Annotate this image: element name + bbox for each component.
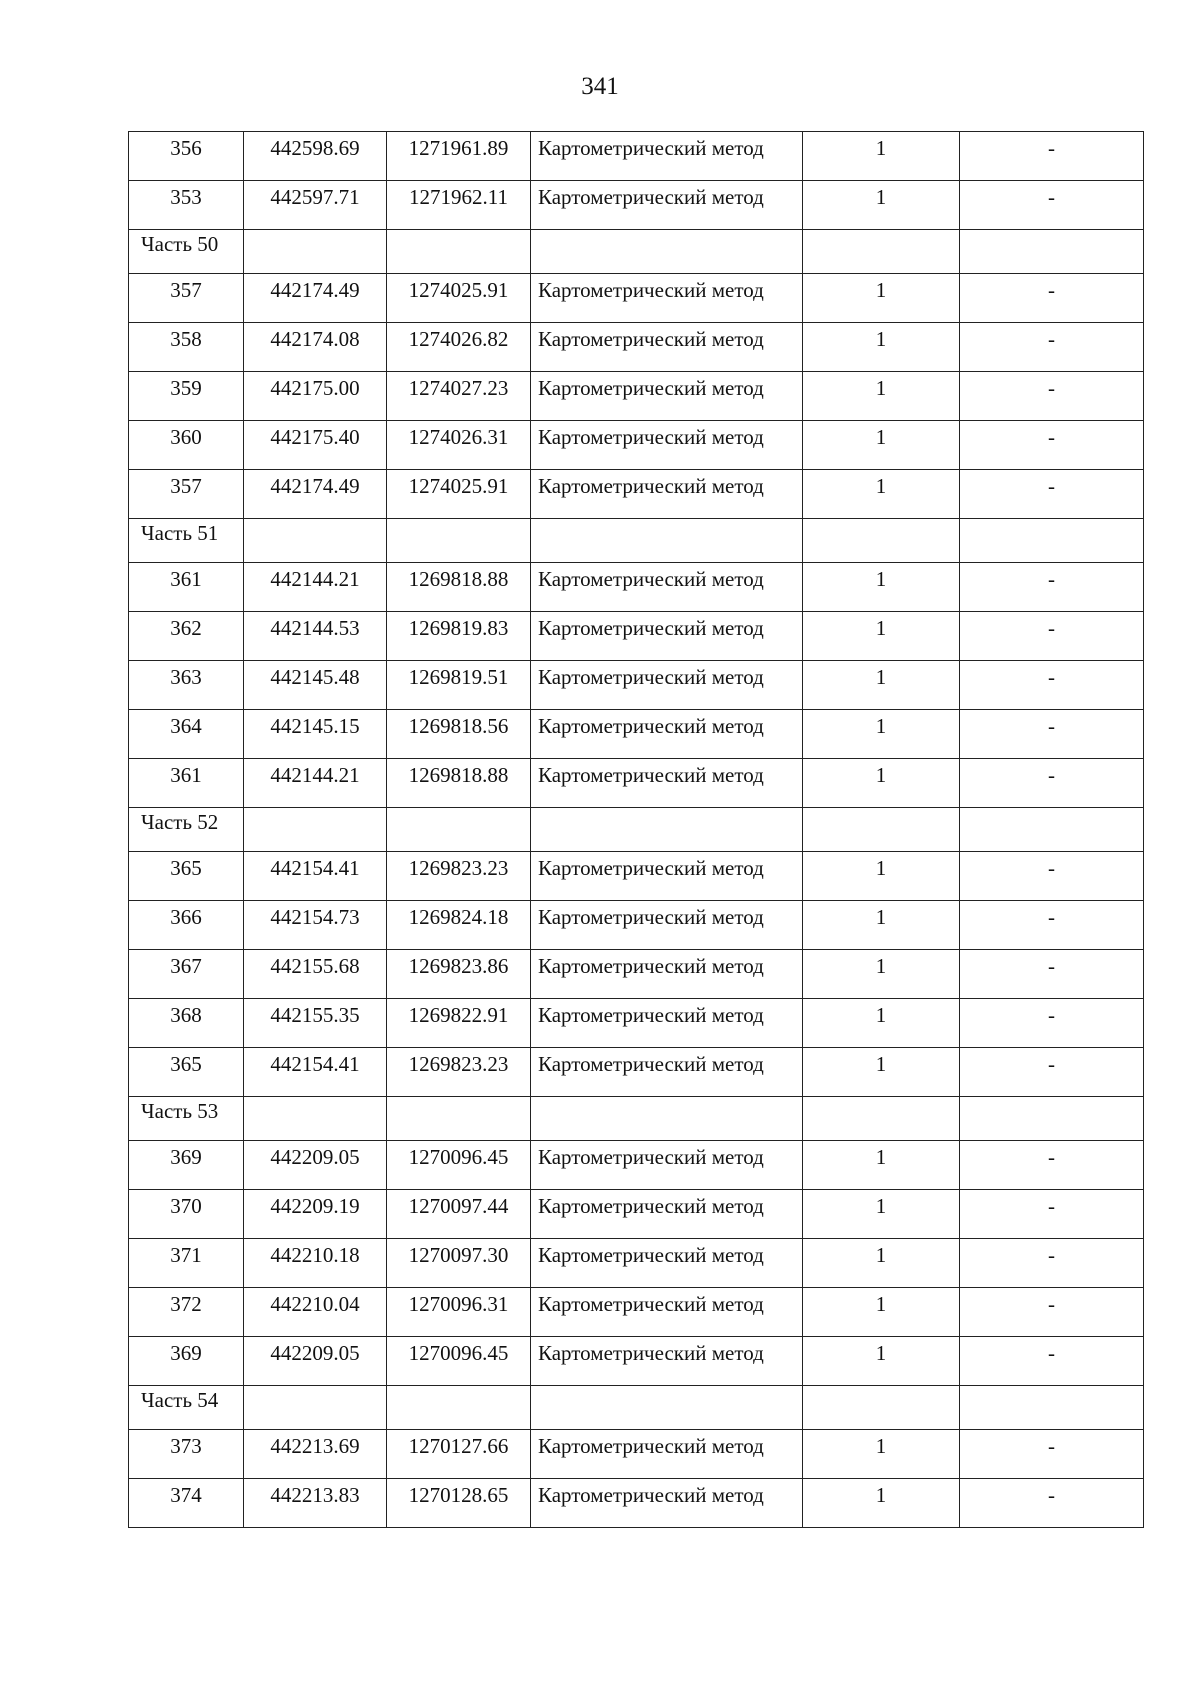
y-coordinate-cell: 1270097.44 [387, 1190, 531, 1239]
table-row [129, 1479, 1144, 1528]
part-label: Часть 54 [129, 1386, 244, 1430]
empty-cell [960, 808, 1144, 852]
x-coordinate-cell: 442210.04 [244, 1288, 387, 1337]
part-header-row [129, 808, 1144, 852]
point-number-cell: 366 [129, 901, 244, 950]
part-header-row [129, 230, 1144, 274]
empty-cell [387, 1386, 531, 1430]
point-number-cell: 373 [129, 1430, 244, 1479]
point-number-cell: 372 [129, 1288, 244, 1337]
method-cell: Картометрический метод [531, 1288, 803, 1337]
point-number-cell: 360 [129, 421, 244, 470]
x-coordinate-cell: 442213.69 [244, 1430, 387, 1479]
point-number-cell: 356 [129, 132, 244, 181]
note-cell: - [960, 323, 1144, 372]
method-cell: Картометрический метод [531, 323, 803, 372]
empty-cell [244, 519, 387, 563]
accuracy-cell: 1 [803, 661, 960, 710]
y-coordinate-cell: 1271961.89 [387, 132, 531, 181]
point-number-cell: 358 [129, 323, 244, 372]
table-row [129, 710, 1144, 759]
point-number-cell: 369 [129, 1337, 244, 1386]
y-coordinate-cell: 1274025.91 [387, 274, 531, 323]
empty-cell [244, 1386, 387, 1430]
note-cell: - [960, 1430, 1144, 1479]
method-cell: Картометрический метод [531, 1239, 803, 1288]
method-cell: Картометрический метод [531, 1430, 803, 1479]
method-cell: Картометрический метод [531, 661, 803, 710]
table-row [129, 759, 1144, 808]
accuracy-cell: 1 [803, 132, 960, 181]
table-row [129, 323, 1144, 372]
x-coordinate-cell: 442145.15 [244, 710, 387, 759]
table-row [129, 132, 1144, 181]
coordinates-table-body [129, 132, 1144, 1528]
accuracy-cell: 1 [803, 323, 960, 372]
note-cell: - [960, 1141, 1144, 1190]
point-number-cell: 364 [129, 710, 244, 759]
table-row [129, 1141, 1144, 1190]
empty-cell [803, 230, 960, 274]
table-row [129, 612, 1144, 661]
empty-cell [244, 230, 387, 274]
x-coordinate-cell: 442598.69 [244, 132, 387, 181]
point-number-cell: 370 [129, 1190, 244, 1239]
note-cell: - [960, 421, 1144, 470]
x-coordinate-cell: 442597.71 [244, 181, 387, 230]
y-coordinate-cell: 1269818.88 [387, 759, 531, 808]
table-row [129, 1288, 1144, 1337]
point-number-cell: 371 [129, 1239, 244, 1288]
empty-cell [960, 230, 1144, 274]
empty-cell [531, 1386, 803, 1430]
point-number-cell: 359 [129, 372, 244, 421]
note-cell: - [960, 470, 1144, 519]
x-coordinate-cell: 442213.83 [244, 1479, 387, 1528]
note-cell: - [960, 950, 1144, 999]
empty-cell [960, 1097, 1144, 1141]
table-row [129, 852, 1144, 901]
y-coordinate-cell: 1274026.31 [387, 421, 531, 470]
coordinates-table [128, 131, 1144, 1528]
empty-cell [803, 808, 960, 852]
method-cell: Картометрический метод [531, 999, 803, 1048]
accuracy-cell: 1 [803, 901, 960, 950]
page-number: 341 [581, 73, 619, 100]
x-coordinate-cell: 442154.41 [244, 1048, 387, 1097]
table-row [129, 563, 1144, 612]
method-cell: Картометрический метод [531, 1479, 803, 1528]
y-coordinate-cell: 1274027.23 [387, 372, 531, 421]
y-coordinate-cell: 1270128.65 [387, 1479, 531, 1528]
accuracy-cell: 1 [803, 1190, 960, 1239]
y-coordinate-cell: 1269823.86 [387, 950, 531, 999]
accuracy-cell: 1 [803, 1239, 960, 1288]
note-cell: - [960, 132, 1144, 181]
table-row [129, 999, 1144, 1048]
x-coordinate-cell: 442209.05 [244, 1337, 387, 1386]
point-number-cell: 361 [129, 563, 244, 612]
table-row [129, 901, 1144, 950]
method-cell: Картометрический метод [531, 852, 803, 901]
empty-cell [960, 1386, 1144, 1430]
note-cell: - [960, 1288, 1144, 1337]
method-cell: Картометрический метод [531, 612, 803, 661]
empty-cell [531, 808, 803, 852]
part-header-row [129, 1097, 1144, 1141]
point-number-cell: 368 [129, 999, 244, 1048]
method-cell: Картометрический метод [531, 710, 803, 759]
y-coordinate-cell: 1271962.11 [387, 181, 531, 230]
x-coordinate-cell: 442209.19 [244, 1190, 387, 1239]
accuracy-cell: 1 [803, 950, 960, 999]
empty-cell [387, 808, 531, 852]
method-cell: Картометрический метод [531, 759, 803, 808]
y-coordinate-cell: 1269823.23 [387, 852, 531, 901]
table-row [129, 274, 1144, 323]
table-row [129, 1048, 1144, 1097]
y-coordinate-cell: 1270096.31 [387, 1288, 531, 1337]
table-row [129, 1190, 1144, 1239]
y-coordinate-cell: 1269818.88 [387, 563, 531, 612]
x-coordinate-cell: 442210.18 [244, 1239, 387, 1288]
method-cell: Картометрический метод [531, 1337, 803, 1386]
method-cell: Картометрический метод [531, 901, 803, 950]
point-number-cell: 369 [129, 1141, 244, 1190]
note-cell: - [960, 274, 1144, 323]
note-cell: - [960, 1337, 1144, 1386]
table-row [129, 181, 1144, 230]
empty-cell [244, 1097, 387, 1141]
x-coordinate-cell: 442175.00 [244, 372, 387, 421]
accuracy-cell: 1 [803, 181, 960, 230]
table-row [129, 421, 1144, 470]
method-cell: Картометрический метод [531, 1048, 803, 1097]
point-number-cell: 357 [129, 470, 244, 519]
empty-cell [531, 230, 803, 274]
x-coordinate-cell: 442174.08 [244, 323, 387, 372]
y-coordinate-cell: 1269819.83 [387, 612, 531, 661]
y-coordinate-cell: 1269822.91 [387, 999, 531, 1048]
accuracy-cell: 1 [803, 1479, 960, 1528]
x-coordinate-cell: 442154.41 [244, 852, 387, 901]
point-number-cell: 362 [129, 612, 244, 661]
note-cell: - [960, 710, 1144, 759]
part-label: Часть 53 [129, 1097, 244, 1141]
note-cell: - [960, 759, 1144, 808]
empty-cell [531, 519, 803, 563]
table-row [129, 661, 1144, 710]
x-coordinate-cell: 442174.49 [244, 274, 387, 323]
point-number-cell: 357 [129, 274, 244, 323]
accuracy-cell: 1 [803, 1430, 960, 1479]
table-row [129, 1239, 1144, 1288]
note-cell: - [960, 372, 1144, 421]
note-cell: - [960, 852, 1144, 901]
method-cell: Картометрический метод [531, 372, 803, 421]
note-cell: - [960, 1239, 1144, 1288]
note-cell: - [960, 901, 1144, 950]
part-label: Часть 52 [129, 808, 244, 852]
note-cell: - [960, 181, 1144, 230]
y-coordinate-cell: 1270096.45 [387, 1337, 531, 1386]
accuracy-cell: 1 [803, 852, 960, 901]
accuracy-cell: 1 [803, 563, 960, 612]
y-coordinate-cell: 1274026.82 [387, 323, 531, 372]
table-row [129, 1337, 1144, 1386]
table-row [129, 1430, 1144, 1479]
x-coordinate-cell: 442175.40 [244, 421, 387, 470]
empty-cell [960, 519, 1144, 563]
point-number-cell: 367 [129, 950, 244, 999]
x-coordinate-cell: 442209.05 [244, 1141, 387, 1190]
y-coordinate-cell: 1269824.18 [387, 901, 531, 950]
x-coordinate-cell: 442155.68 [244, 950, 387, 999]
accuracy-cell: 1 [803, 470, 960, 519]
y-coordinate-cell: 1269823.23 [387, 1048, 531, 1097]
empty-cell [531, 1097, 803, 1141]
point-number-cell: 365 [129, 852, 244, 901]
accuracy-cell: 1 [803, 1141, 960, 1190]
method-cell: Картометрический метод [531, 132, 803, 181]
y-coordinate-cell: 1270097.30 [387, 1239, 531, 1288]
empty-cell [387, 519, 531, 563]
method-cell: Картометрический метод [531, 181, 803, 230]
accuracy-cell: 1 [803, 1048, 960, 1097]
accuracy-cell: 1 [803, 421, 960, 470]
accuracy-cell: 1 [803, 1288, 960, 1337]
method-cell: Картометрический метод [531, 1190, 803, 1239]
method-cell: Картометрический метод [531, 563, 803, 612]
note-cell: - [960, 1190, 1144, 1239]
x-coordinate-cell: 442174.49 [244, 470, 387, 519]
method-cell: Картометрический метод [531, 1141, 803, 1190]
note-cell: - [960, 999, 1144, 1048]
x-coordinate-cell: 442155.35 [244, 999, 387, 1048]
accuracy-cell: 1 [803, 759, 960, 808]
accuracy-cell: 1 [803, 612, 960, 661]
part-header-row [129, 1386, 1144, 1430]
accuracy-cell: 1 [803, 710, 960, 759]
y-coordinate-cell: 1270127.66 [387, 1430, 531, 1479]
x-coordinate-cell: 442144.21 [244, 563, 387, 612]
accuracy-cell: 1 [803, 1337, 960, 1386]
accuracy-cell: 1 [803, 372, 960, 421]
part-label: Часть 51 [129, 519, 244, 563]
note-cell: - [960, 612, 1144, 661]
empty-cell [803, 1097, 960, 1141]
empty-cell [387, 230, 531, 274]
part-header-row [129, 519, 1144, 563]
y-coordinate-cell: 1270096.45 [387, 1141, 531, 1190]
empty-cell [803, 519, 960, 563]
y-coordinate-cell: 1269819.51 [387, 661, 531, 710]
empty-cell [387, 1097, 531, 1141]
point-number-cell: 365 [129, 1048, 244, 1097]
note-cell: - [960, 661, 1144, 710]
point-number-cell: 361 [129, 759, 244, 808]
empty-cell [244, 808, 387, 852]
table-row [129, 470, 1144, 519]
table-row [129, 950, 1144, 999]
accuracy-cell: 1 [803, 274, 960, 323]
point-number-cell: 374 [129, 1479, 244, 1528]
x-coordinate-cell: 442144.21 [244, 759, 387, 808]
method-cell: Картометрический метод [531, 274, 803, 323]
method-cell: Картометрический метод [531, 421, 803, 470]
method-cell: Картометрический метод [531, 950, 803, 999]
x-coordinate-cell: 442144.53 [244, 612, 387, 661]
part-label: Часть 50 [129, 230, 244, 274]
y-coordinate-cell: 1274025.91 [387, 470, 531, 519]
table-row [129, 372, 1144, 421]
point-number-cell: 363 [129, 661, 244, 710]
note-cell: - [960, 1048, 1144, 1097]
note-cell: - [960, 563, 1144, 612]
point-number-cell: 353 [129, 181, 244, 230]
note-cell: - [960, 1479, 1144, 1528]
accuracy-cell: 1 [803, 999, 960, 1048]
x-coordinate-cell: 442154.73 [244, 901, 387, 950]
empty-cell [803, 1386, 960, 1430]
x-coordinate-cell: 442145.48 [244, 661, 387, 710]
method-cell: Картометрический метод [531, 470, 803, 519]
y-coordinate-cell: 1269818.56 [387, 710, 531, 759]
